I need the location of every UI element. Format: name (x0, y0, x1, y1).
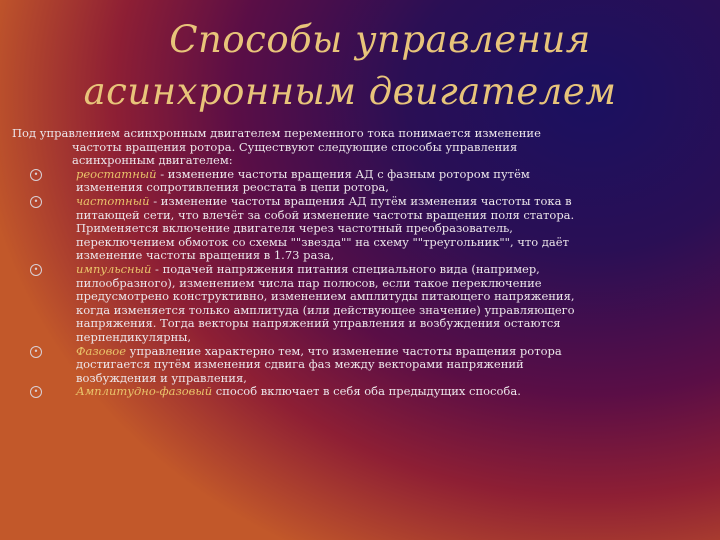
method-term: Фазовое (76, 343, 127, 358)
method-term: импульсный (76, 261, 152, 276)
method-text: Применяется включение двигателя через частотный преобразователь, (76, 221, 513, 236)
method-term: реостатный (76, 166, 157, 181)
circled-dot-icon: • (30, 386, 42, 398)
method-text: - изменение частоты вращения АД с фазным ротором путём (156, 166, 530, 181)
circled-dot-icon: • (30, 346, 42, 358)
circled-dot-icon: • (30, 196, 42, 208)
intro-first-line: Под управлением асинхронным двигателем переменного тока понимается изменение (12, 126, 541, 140)
method-text: когда изменяется только амплитуда (или действующее значение) управляющего (76, 302, 575, 317)
method-text: достигается путём изменения сдвига фаз между векторами напряжений (76, 357, 524, 372)
intro-paragraph (12, 127, 618, 168)
intro-line: асинхронным двигателем: (72, 153, 233, 168)
method-text: изменения сопротивления реостата в цепи ротора, (76, 180, 389, 195)
circled-dot-icon: • (30, 264, 42, 276)
list-item (12, 345, 618, 386)
method-text: - подачей напряжения питания специального вида (например, (151, 261, 540, 276)
list-item (12, 168, 618, 195)
method-term: Амплитудно-фазовый (76, 384, 213, 399)
method-text: предусмотрено конструктивно, изменением амплитуды питающего напряжения, (76, 289, 575, 304)
list-item (12, 195, 618, 263)
method-text: - изменение частоты вращения АД путём изменения частоты тока в (149, 193, 572, 208)
slide-title (0, 14, 720, 118)
slide-body (12, 127, 618, 399)
method-text: возбуждения и управления, (76, 370, 247, 385)
list-item (12, 385, 618, 399)
methods-list (12, 168, 618, 399)
method-text: переключением обмоток со схемы ""звезда"" на схему ""треугольник"", что даёт (76, 234, 569, 249)
method-text: напряжения. Тогда векторы напряжений управления и возбуждения остаются (76, 316, 561, 331)
method-text: пилообразного), изменением числа пар полюсов, если такое переключение (76, 275, 542, 290)
method-text: управление характерно тем, что изменение частоты вращения ротора (126, 343, 562, 358)
title-line-1: Способы управления (169, 18, 591, 61)
method-text: питающей сети, что влечёт за собой изменение частоты вращения поля статора. (76, 207, 575, 222)
intro-line: частоты вращения ротора. Существуют следующие способы управления (72, 139, 518, 154)
method-text: изменение частоты вращения в 1.73 раза, (76, 248, 335, 263)
method-text: перпендикулярны, (76, 329, 192, 344)
title-line-2: асинхронным двигателем (83, 70, 617, 113)
method-text: способ включает в себя оба предыдущих способа. (212, 384, 521, 399)
list-item (12, 263, 618, 345)
circled-dot-icon: • (30, 169, 42, 181)
method-term: частотный (76, 193, 150, 208)
